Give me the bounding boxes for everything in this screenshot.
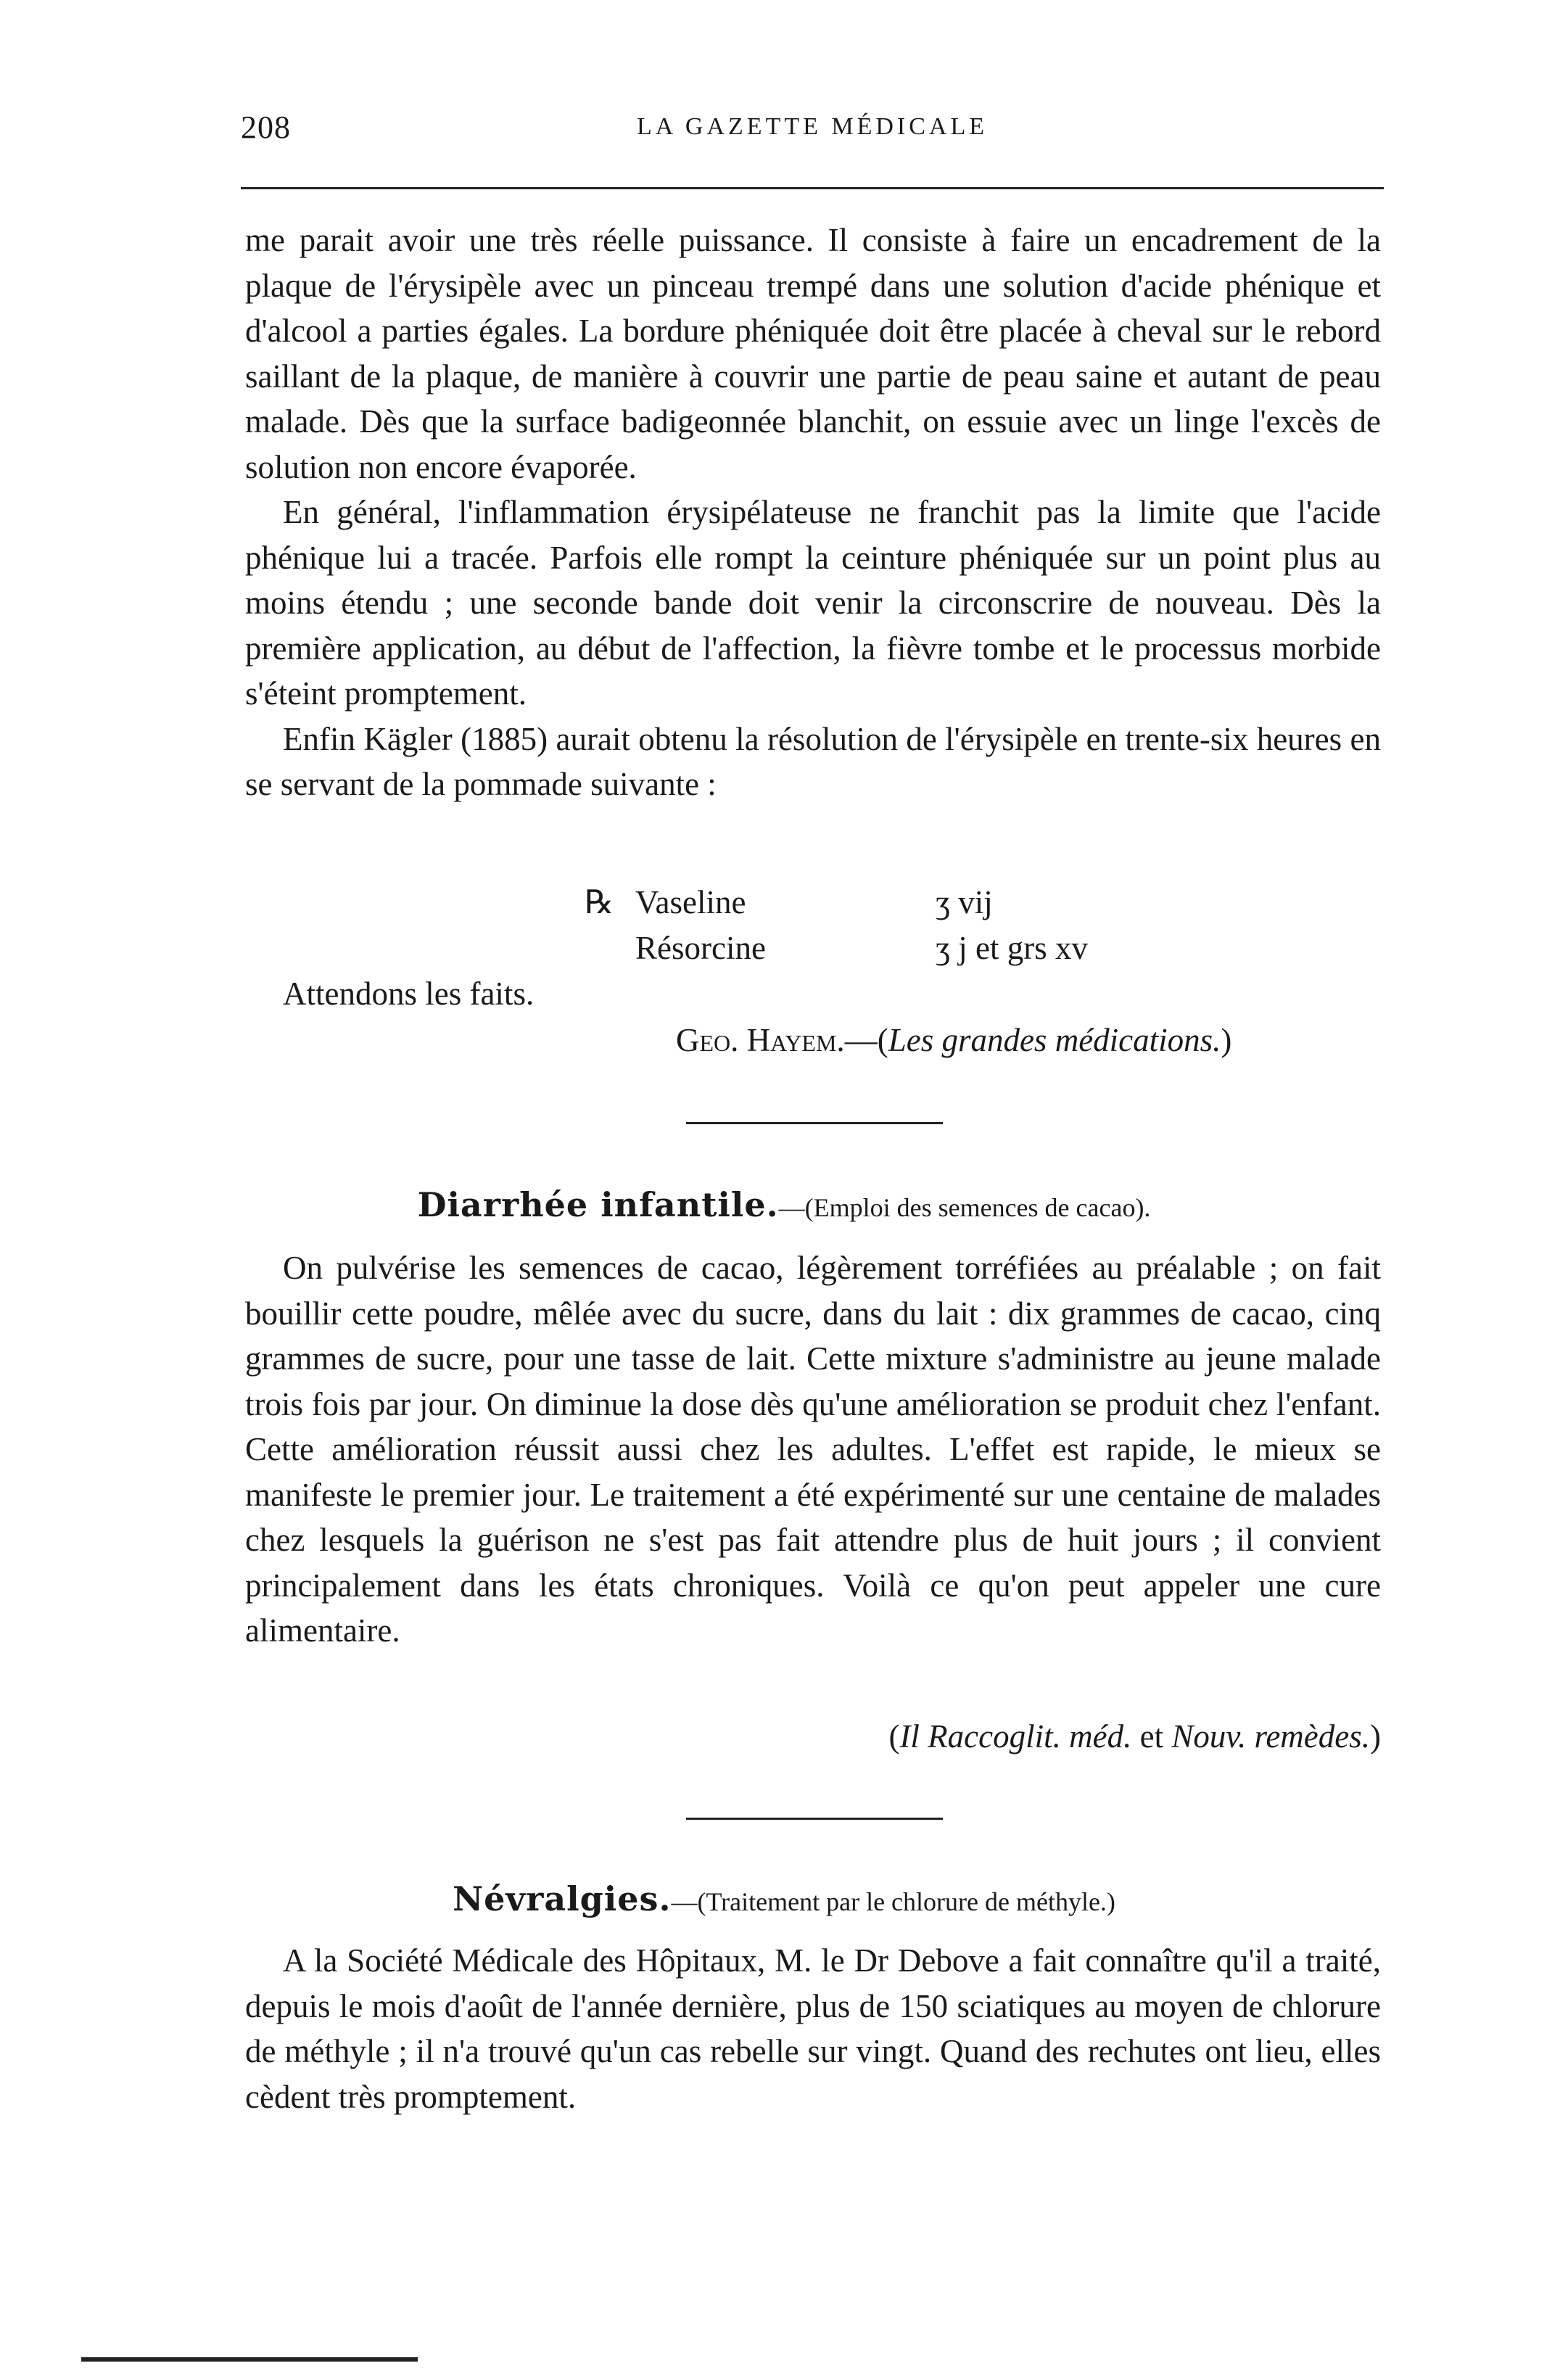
section-heading-title: Névralgies. bbox=[453, 1879, 672, 1918]
source-journal-2: Nouv. remèdes. bbox=[1171, 1718, 1370, 1755]
section-heading-subtitle: —(Traitement par le chlorure de méthyle.) bbox=[671, 1887, 1115, 1916]
header-rule bbox=[241, 187, 1384, 189]
section-rule bbox=[686, 1818, 943, 1820]
signature-work: Les grandes médications. bbox=[888, 1022, 1221, 1058]
formula-ingredient: Résorcine bbox=[635, 929, 766, 966]
paragraph-2: En général, l'inflammation érysipélateuse ne franchit pas la limite que l'acide phénique lui a tracée. Parfois elle rompt la ceinture phéniquée sur un point plus au moins étendu ; une seconde bande doit venir la circonscrire de nouveau. Dès la première application, au début de l'affection, la fièvre tombe et le processus morbide s'éteint promptement. bbox=[245, 494, 1381, 712]
paragraph-nevralgies: A la Société Médicale des Hôpitaux, M. le Dr Debove a fait connaître qu'il a traité, depuis le mois d'août de l'année dernière, plus de 150 sciatiques au moyen de chlorure de méthyle ; il n'a trouvé qu'un cas rebelle sur vingt. Quand des rechutes ont lieu, elles cèdent très promptement. bbox=[245, 1942, 1381, 2115]
section-heading-nevralgies bbox=[0, 1879, 1568, 1918]
paragraph-3: Enfin Kägler (1885) aurait obtenu la résolution de l'érysipèle en trente-six heures en se servant de la pommade suivante : bbox=[245, 720, 1381, 802]
formula-quantity: ʒ vij bbox=[936, 884, 993, 920]
section-heading-title: Diarrhée infantile. bbox=[417, 1185, 779, 1224]
recipe-symbol: ℞ bbox=[585, 884, 614, 920]
source-conjunction: et bbox=[1131, 1718, 1172, 1755]
source-open: ( bbox=[888, 1718, 900, 1755]
section-diarrhee-text bbox=[245, 1245, 1381, 1654]
footer-rule bbox=[81, 2357, 418, 2362]
running-title: LA GAZETTE MÉDICALE bbox=[636, 113, 989, 140]
paragraph-diarrhee: On pulvérise les semences de cacao, légèrement torréfiées au préalable ; on fait bouillir cette poudre, mêlée avec du sucre, dans du lait : dix grammes de cacao, cinq grammes de sucre, pour une tasse de lait. Cette mixture s'administre au jeune malade trois fois par jour. On diminue la dose dès qu'une amélioration se produit chez l'enfant. Cette amélioration réussit aussi chez les adultes. L'effet est rapide, le mieux se manifeste le premier jour. Le traitement a été expérimenté sur une centaine de malades chez lesquels la guérison ne s'est pas fait attendre plus de huit jours ; il convient principalement dans les états chroniques. Voilà ce qu'on peut appeler une cure alimentaire. bbox=[245, 1250, 1381, 1649]
formula-row bbox=[0, 880, 1568, 925]
section-heading-subtitle: —(Emploi des semences de cacao). bbox=[778, 1193, 1151, 1222]
source-close: ) bbox=[1370, 1718, 1381, 1755]
section-rule bbox=[686, 1122, 943, 1124]
signature-dash: —( bbox=[844, 1022, 888, 1058]
signature-author: Geo. Hayem. bbox=[676, 1022, 845, 1058]
formula-row bbox=[0, 925, 1568, 971]
signature-close: ) bbox=[1221, 1022, 1232, 1058]
page-header bbox=[241, 109, 1384, 152]
source-citation bbox=[888, 1718, 1381, 1755]
section-erysipele-text bbox=[245, 218, 1381, 807]
formula-quantity: ʒ j et grs xv bbox=[936, 929, 1088, 966]
signature bbox=[676, 1021, 1231, 1059]
page-number: 208 bbox=[241, 110, 291, 145]
section-nevralgies-text bbox=[245, 1938, 1381, 2119]
formula-ingredient: Vaseline bbox=[635, 884, 746, 920]
prescription-formula bbox=[0, 880, 1568, 970]
source-journal-1: Il Raccoglit. méd. bbox=[899, 1718, 1132, 1755]
closing-line: Attendons les faits. bbox=[283, 976, 535, 1012]
section-heading-diarrhee bbox=[0, 1185, 1568, 1224]
paragraph-1: me parait avoir une très réelle puissance. Il consiste à faire un encadrement de la plaque de l'érysipèle avec un pinceau trempé dans une solution d'acide phénique et d'alcool a parties égales. La bordure phéniquée doit être placée à cheval sur le rebord saillant de la plaque, de manière à couvrir une partie de peau saine et autant de peau malade. Dès que la surface badigeonnée blanchit, on essuie avec un linge l'excès de solution non encore évaporée. bbox=[245, 222, 1381, 485]
